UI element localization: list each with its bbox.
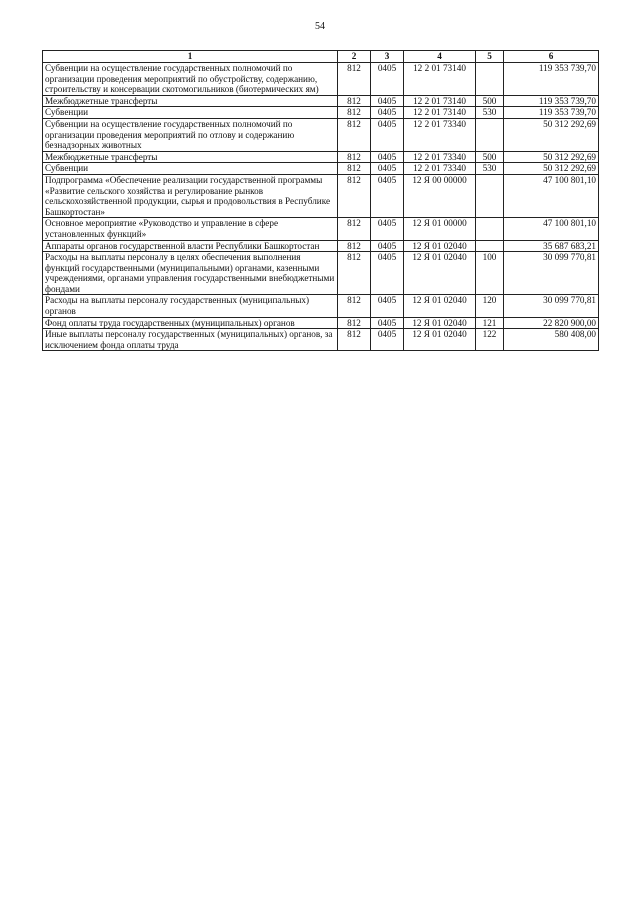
table-row bbox=[43, 118, 599, 151]
header-col-3: 3 bbox=[371, 51, 404, 63]
header-col-5: 5 bbox=[476, 51, 504, 63]
row-col3: 0405 bbox=[371, 174, 404, 217]
row-col4: 12 2 01 73140 bbox=[404, 63, 476, 96]
row-col3: 0405 bbox=[371, 240, 404, 252]
budget-table bbox=[42, 50, 599, 351]
row-amount: 30 099 770,81 bbox=[504, 252, 599, 295]
table-row bbox=[43, 63, 599, 96]
row-amount: 30 099 770,81 bbox=[504, 295, 599, 317]
row-name: Межбюджетные трансферты bbox=[43, 151, 338, 163]
row-col2: 812 bbox=[338, 252, 371, 295]
row-name: Субвенции на осуществление государственных полномочий по организации проведения мероприятий по отлову и содержанию безнадзорных животных bbox=[43, 118, 338, 151]
row-col5: 530 bbox=[476, 163, 504, 175]
row-col4: 12 Я 01 02040 bbox=[404, 252, 476, 295]
row-col2: 812 bbox=[338, 118, 371, 151]
row-col2: 812 bbox=[338, 151, 371, 163]
header-col-1: 1 bbox=[43, 51, 338, 63]
table-row bbox=[43, 329, 599, 351]
row-col3: 0405 bbox=[371, 218, 404, 240]
row-col4: 12 Я 01 00000 bbox=[404, 218, 476, 240]
table-row bbox=[43, 174, 599, 217]
row-name: Фонд оплаты труда государственных (муниципальных) органов bbox=[43, 317, 338, 329]
row-amount: 119 353 739,70 bbox=[504, 107, 599, 119]
row-name: Основное мероприятие «Руководство и управление в сфере установленных функций» bbox=[43, 218, 338, 240]
row-col4: 12 2 01 73340 bbox=[404, 151, 476, 163]
row-col5: 122 bbox=[476, 329, 504, 351]
row-col2: 812 bbox=[338, 107, 371, 119]
header-col-4: 4 bbox=[404, 51, 476, 63]
row-col3: 0405 bbox=[371, 151, 404, 163]
row-col5 bbox=[476, 174, 504, 217]
row-col5 bbox=[476, 118, 504, 151]
header-row bbox=[43, 51, 599, 63]
row-amount: 22 820 900,00 bbox=[504, 317, 599, 329]
row-col3: 0405 bbox=[371, 317, 404, 329]
row-col2: 812 bbox=[338, 163, 371, 175]
table-row bbox=[43, 295, 599, 317]
row-col3: 0405 bbox=[371, 329, 404, 351]
row-col5 bbox=[476, 63, 504, 96]
table-row bbox=[43, 107, 599, 119]
row-col3: 0405 bbox=[371, 163, 404, 175]
row-amount: 50 312 292,69 bbox=[504, 151, 599, 163]
row-col4: 12 Я 01 02040 bbox=[404, 240, 476, 252]
row-col5: 120 bbox=[476, 295, 504, 317]
row-name: Субвенции на осуществление государственных полномочий по организации проведения мероприятий по обустройству, содержанию, строительству и консервации скотомогильников (биотермических ям) bbox=[43, 63, 338, 96]
row-name: Подпрограмма «Обеспечение реализации государственной программы «Развитие сельского хозяйства и регулирование рынков сельскохозяйственной продукции, сырья и продовольствия в Республике Башкортостан» bbox=[43, 174, 338, 217]
row-col5 bbox=[476, 240, 504, 252]
row-col4: 12 2 01 73140 bbox=[404, 95, 476, 107]
table-row bbox=[43, 95, 599, 107]
row-col4: 12 Я 01 02040 bbox=[404, 317, 476, 329]
row-name: Расходы на выплаты персоналу государственных (муниципальных) органов bbox=[43, 295, 338, 317]
row-col5: 121 bbox=[476, 317, 504, 329]
table-row bbox=[43, 240, 599, 252]
row-col3: 0405 bbox=[371, 95, 404, 107]
table-row bbox=[43, 218, 599, 240]
row-name: Субвенции bbox=[43, 163, 338, 175]
row-amount: 580 408,00 bbox=[504, 329, 599, 351]
row-col5: 530 bbox=[476, 107, 504, 119]
row-name: Межбюджетные трансферты bbox=[43, 95, 338, 107]
row-col5: 100 bbox=[476, 252, 504, 295]
row-col2: 812 bbox=[338, 295, 371, 317]
header-col-2: 2 bbox=[338, 51, 371, 63]
header-col-6: 6 bbox=[504, 51, 599, 63]
row-col4: 12 2 01 73340 bbox=[404, 163, 476, 175]
row-amount: 119 353 739,70 bbox=[504, 63, 599, 96]
table-body bbox=[43, 63, 599, 351]
row-col2: 812 bbox=[338, 95, 371, 107]
row-col5 bbox=[476, 218, 504, 240]
row-col2: 812 bbox=[338, 218, 371, 240]
row-col2: 812 bbox=[338, 174, 371, 217]
table-header bbox=[43, 51, 599, 63]
row-col3: 0405 bbox=[371, 118, 404, 151]
row-col5: 500 bbox=[476, 151, 504, 163]
row-col5: 500 bbox=[476, 95, 504, 107]
table-row bbox=[43, 317, 599, 329]
row-col4: 12 Я 00 00000 bbox=[404, 174, 476, 217]
row-col4: 12 2 01 73140 bbox=[404, 107, 476, 119]
table-row bbox=[43, 151, 599, 163]
row-col2: 812 bbox=[338, 317, 371, 329]
row-col3: 0405 bbox=[371, 107, 404, 119]
row-col2: 812 bbox=[338, 63, 371, 96]
row-col4: 12 2 01 73340 bbox=[404, 118, 476, 151]
row-amount: 47 100 801,10 bbox=[504, 174, 599, 217]
row-name: Иные выплаты персоналу государственных (муниципальных) органов, за исключением фонда оплаты труда bbox=[43, 329, 338, 351]
row-amount: 35 687 683,21 bbox=[504, 240, 599, 252]
row-name: Аппараты органов государственной власти Республики Башкортостан bbox=[43, 240, 338, 252]
row-col3: 0405 bbox=[371, 252, 404, 295]
row-name: Расходы на выплаты персоналу в целях обеспечения выполнения функций государственными (муниципальными) органами, казенными учреждениями, органами управления государственными внебюджетными фондами bbox=[43, 252, 338, 295]
row-col2: 812 bbox=[338, 240, 371, 252]
row-amount: 47 100 801,10 bbox=[504, 218, 599, 240]
row-amount: 50 312 292,69 bbox=[504, 118, 599, 151]
row-name: Субвенции bbox=[43, 107, 338, 119]
row-col4: 12 Я 01 02040 bbox=[404, 295, 476, 317]
row-col4: 12 Я 01 02040 bbox=[404, 329, 476, 351]
table-row bbox=[43, 163, 599, 175]
table-row bbox=[43, 252, 599, 295]
row-amount: 50 312 292,69 bbox=[504, 163, 599, 175]
row-col2: 812 bbox=[338, 329, 371, 351]
row-col3: 0405 bbox=[371, 295, 404, 317]
row-col3: 0405 bbox=[371, 63, 404, 96]
page-number: 54 bbox=[315, 21, 325, 32]
row-amount: 119 353 739,70 bbox=[504, 95, 599, 107]
